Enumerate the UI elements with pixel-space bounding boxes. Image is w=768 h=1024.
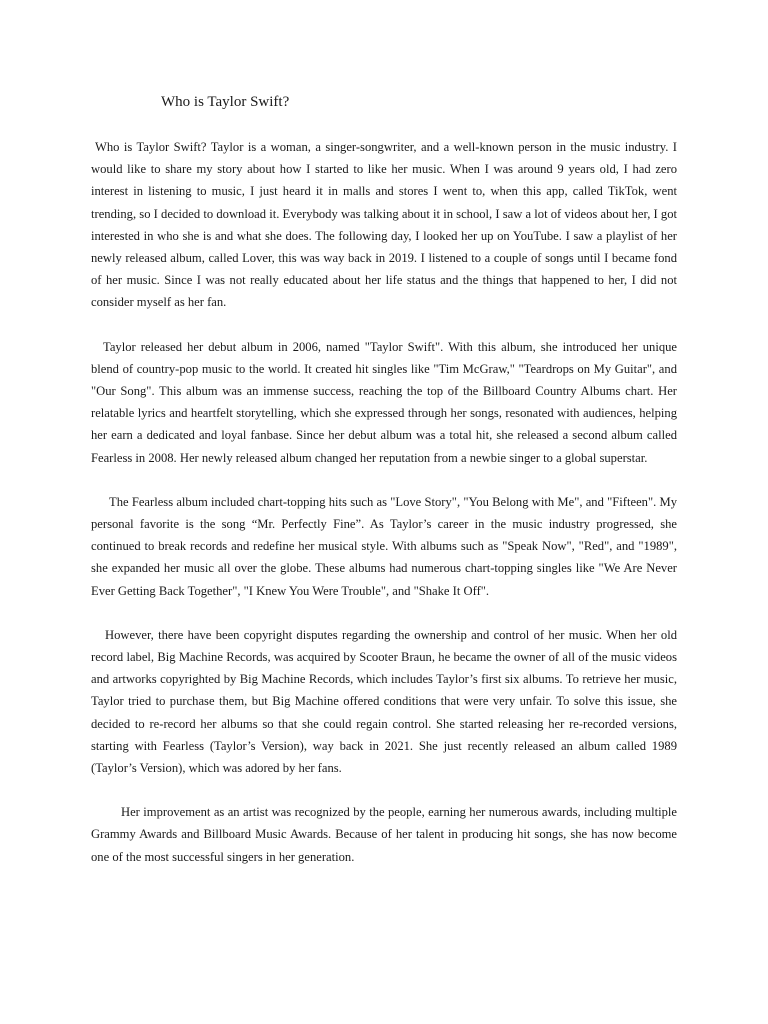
paragraph-4: However, there have been copyright disputes regarding the ownership and control of her music. When her old record label, Big Machine Records, was acquired by Scooter Braun, he became the owner of all of the music videos and artworks copyrighted by Big Machine Records, which includes Taylor’s first six albums. To retrieve her music, Taylor tried to purchase them, but Big Machine offered conditions that were very unfair. To solve this issue, she decided to re-record her albums so that she could regain control. She started releasing her re-recorded versions, starting with Fearless (Taylor’s Version), way back in 2021. She just recently released an album called 1989 (Taylor’s Version), which was adored by her fans. [91, 627, 677, 776]
paragraph-2: Taylor released her debut album in 2006, named "Taylor Swift". With this album, she introduced her unique blend of country-pop music to the world. It created hit singles like "Tim McGraw," "Teardrops on My Guitar", and "Our Song". This album was an immense success, reaching the top of the Billboard Country Albums chart. Her relatable lyrics and heartfelt storytelling, which she expressed through her songs, resonated with audiences, helping her earn a dedicated and loyal fanbase. Since her debut album was a total hit, she released a second album called Fearless in 2008. Her newly released album changed her reputation from a newbie singer to a global superstar. [91, 339, 677, 465]
paragraph-3: The Fearless album included chart-topping hits such as "Love Story", "You Belong with Me", and "Fifteen". My personal favorite is the song “Mr. Perfectly Fine”. As Taylor’s career in the music industry progressed, she continued to break records and redefine her musical style. With albums such as "Speak Now", "Red", and "1989", she expanded her music all over the globe. These albums had numerous chart-topping singles like "We Are Never Ever Getting Back Together", "I Knew You Were Trouble", and "Shake It Off". [91, 494, 677, 598]
document-title: Who is Taylor Swift? [161, 94, 290, 110]
paragraph-1: Who is Taylor Swift? Taylor is a woman, a singer-songwriter, and a well-known person in the music industry. I would like to share my story about how I started to like her music. When I was around 9 years old, I had zero interest in listening to music, I just heard it in malls and stores I went to, when this app, called TikTok, went trending, so I decided to download it. Everybody was talking about it in school, I saw a lot of videos about her, I got interested in who she is and what she does. The following day, I looked her up on YouTube. I saw a playlist of her newly released album, called Lover, this was way back in 2019. I listened to a couple of songs until I became fond of her music. Since I was not really educated about her life status and the things that happened to her, I did not consider myself as her fan. [91, 140, 677, 310]
document-body [91, 136, 677, 890]
paragraph-5: Her improvement as an artist was recognized by the people, earning her numerous awards, including multiple Grammy Awards and Billboard Music Awards. Because of her talent in producing hit songs, she has now become one of the most successful singers in her generation. [91, 805, 677, 864]
